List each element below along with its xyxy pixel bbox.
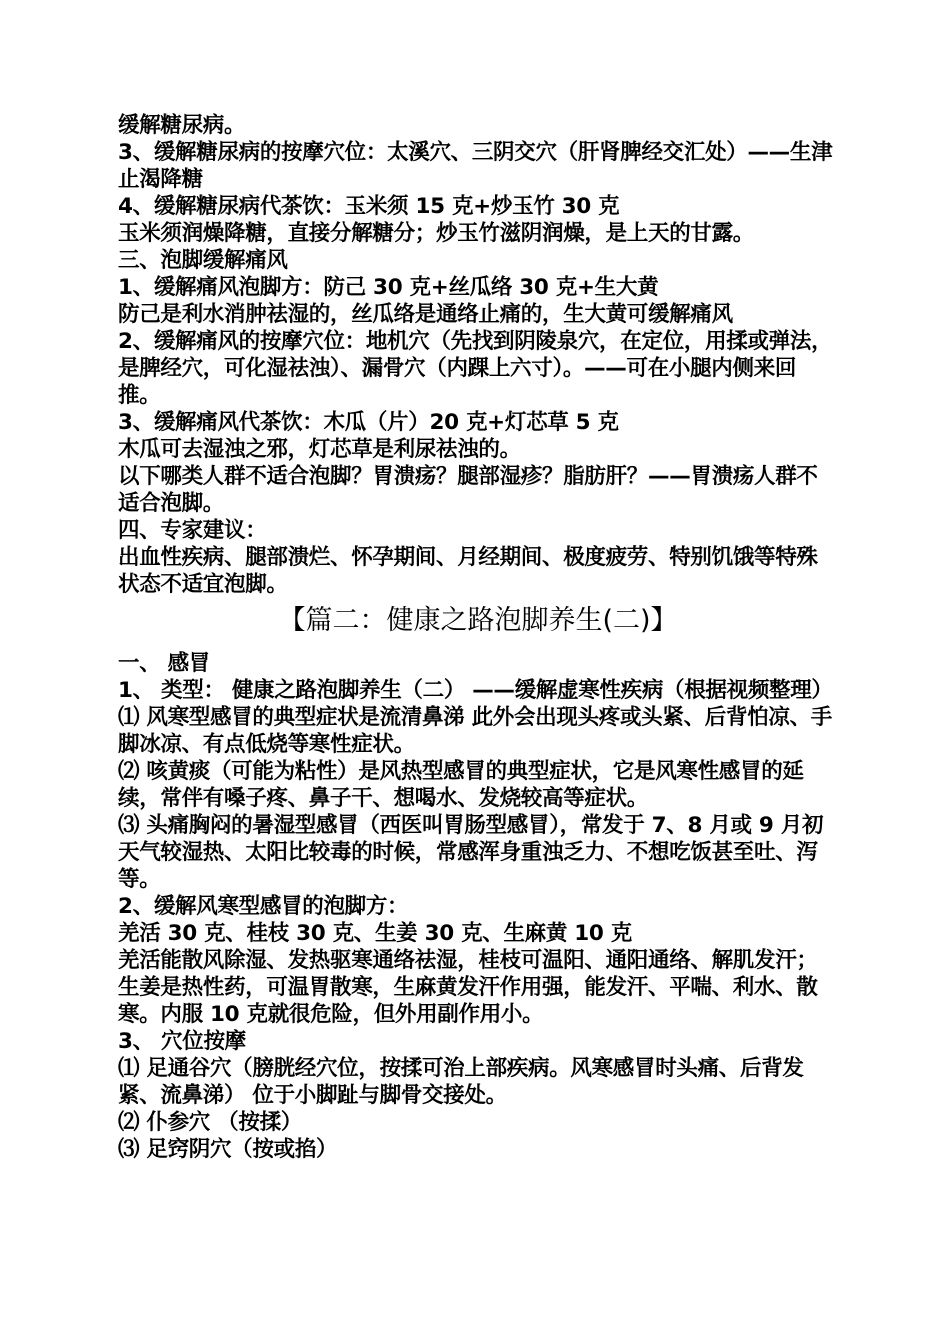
paragraph: ⑶ 头痛胸闷的暑湿型感冒（西医叫胃肠型感冒），常发于 7、8 月或 9 月初天气较湿热、太阳比较毒的时候，常感浑身重浊乏力、不想吃饭甚至吐、泻等。 <box>118 813 824 892</box>
paragraph: 出血性疾病、腿部溃烂、怀孕期间、月经期间、极度疲劳、特别饥饿等特殊状态不适宜泡脚。 <box>118 545 818 597</box>
paragraph: 三、泡脚缓解痛风 <box>118 248 288 273</box>
paragraph: 3、缓解痛风代茶饮：木瓜（片）20 克+灯芯草 5 克 <box>118 410 619 435</box>
paragraph: 防己是利水消肿祛湿的，丝瓜络是通络止痛的，生大黄可缓解痛风 <box>118 302 733 327</box>
paragraph: ⑴ 风寒型感冒的典型症状是流清鼻涕 此外会出现头疼或头紧、后背怕凉、手脚冰凉、有点低烧等寒性症状。 <box>118 705 832 757</box>
paragraph: 3、 穴位按摩 <box>118 1029 246 1054</box>
paragraph: 4、缓解糖尿病代茶饮：玉米须 15 克+炒玉竹 30 克 <box>118 194 620 219</box>
paragraph: 3、缓解糖尿病的按摩穴位：太溪穴、三阴交穴（肝肾脾经交汇处）——生津止渴降糖 <box>118 140 833 192</box>
paragraph: 缓解糖尿病。 <box>118 113 246 138</box>
paragraph: 羌活 30 克、桂枝 30 克、生姜 30 克、生麻黄 10 克 <box>118 921 632 946</box>
paragraph: 1、 类型： 健康之路泡脚养生（二） ——缓解虚寒性疾病（根据视频整理） <box>118 678 833 703</box>
paragraph: 1、缓解痛风泡脚方：防己 30 克+丝瓜络 30 克+生大黄 <box>118 275 659 300</box>
paragraph: ⑵ 仆参穴 （按揉） <box>118 1110 302 1135</box>
paragraph: ⑶ 足窍阴穴（按或掐） <box>118 1137 338 1162</box>
paragraph: 羌活能散风除湿、发热驱寒通络祛湿，桂枝可温阳、通阳通络、解肌发汗；生姜是热性药，可温胃散寒，生麻黄发汗作用强，能发汗、平喘、利水、散寒。内服 10 克就很危险，但外用副作用小。 <box>118 948 818 1027</box>
document-part-2 <box>118 650 838 1163</box>
paragraph: 玉米须润燥降糖，直接分解糖分；炒玉竹滋阴润燥，是上天的甘露。 <box>118 221 755 246</box>
paragraph: ⑴ 足通谷穴（膀胱经穴位，按揉可治上部疾病。风寒感冒时头痛、后背发紧、流鼻涕） 位于小脚趾与脚骨交接处。 <box>118 1056 804 1108</box>
paragraph: 2、缓解痛风的按摩穴位：地机穴（先找到阴陵泉穴，在定位，用揉或弹法，是脾经穴，可化湿祛浊）、漏骨穴（内踝上六寸）。——可在小腿内侧来回推。 <box>118 329 833 408</box>
paragraph: 2、缓解风寒型感冒的泡脚方： <box>118 894 409 919</box>
paragraph: 一、 感冒 <box>118 651 210 676</box>
paragraph: 木瓜可去湿浊之邪，灯芯草是利尿祛浊的。 <box>118 437 521 462</box>
section-title: 【篇二：健康之路泡脚养生(二)】 <box>278 605 678 636</box>
document-page <box>118 112 838 1163</box>
paragraph: ⑵ 咳黄痰（可能为粘性）是风热型感冒的典型症状，它是风寒性感冒的延续，常伴有嗓子疼、鼻子干、想喝水、发烧较高等症状。 <box>118 759 804 811</box>
document-part-1 <box>118 112 838 598</box>
paragraph: 以下哪类人群不适合泡脚？胃溃疡？腿部湿疹？脂肪肝？——胃溃疡人群不适合泡脚。 <box>118 464 818 516</box>
paragraph: 四、专家建议： <box>118 518 267 543</box>
